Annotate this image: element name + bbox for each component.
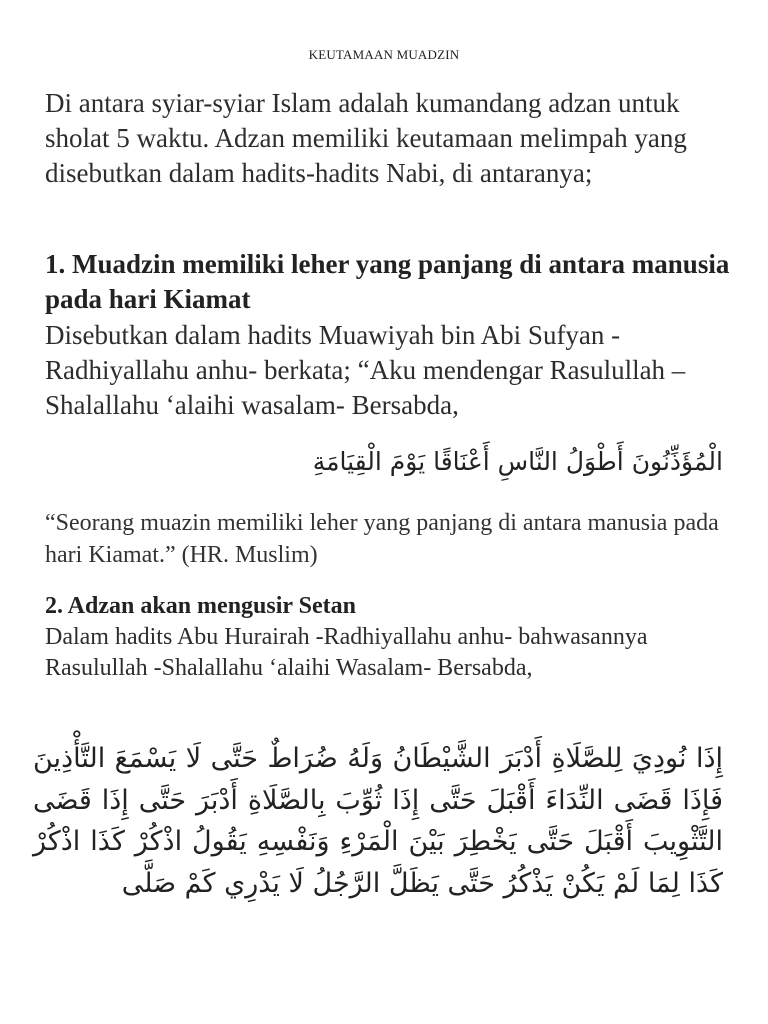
section-1-text: Disebutkan dalam hadits Muawiyah bin Abi Sufyan - Radhiyallahu anhu- berkata; “Aku mendengar Rasulullah – Shalallahu ‘alaihi wasalam- Bersabda, (45, 320, 686, 420)
section-1-arabic-hadith: الْمُؤَذِّنُونَ أَطْوَلُ النَّاسِ أَعْنَاقًا يَوْمَ الْقِيَامَةِ (312, 447, 723, 476)
section-2-heading: 2. Adzan akan mengusir Setan (45, 593, 356, 619)
section-2-text: Dalam hadits Abu Hurairah -Radhiyallahu anhu- bahwasannya Rasulullah -Shalallahu ‘alaihi Wasalam- Bersabda, (45, 624, 648, 681)
document-title: KEUTAMAAN MUADZIN (308, 47, 460, 62)
intro-paragraph: Di antara syiar-syiar Islam adalah kumandang adzan untuk sholat 5 waktu. Adzan memiliki keutamaan melimpah yang disebutkan dalam hadits-hadits Nabi, di antaranya; (45, 88, 687, 188)
section-1-translation: “Seorang muazin memiliki leher yang panjang di antara manusia pada hari Kiamat.” (HR. Muslim) (45, 510, 719, 568)
section-1-heading: 1. Muadzin memiliki leher yang panjang di antara manusia pada hari Kiamat (45, 249, 730, 314)
section-2-arabic-hadith: إِذَا نُودِيَ لِلصَّلَاةِ أَدْبَرَ الشَّيْطَانُ وَلَهُ ضُرَاطٌ حَتَّى لَا يَسْمَعَ التَّأْذِينَ فَإِذَا قَضَى النِّدَاءَ أَقْبَلَ حَتَّى إِذَا ثُوِّبَ بِالصَّلَاةِ أَدْبَرَ حَتَّى إِذَا قَضَى التَّثْوِيبَ أَقْبَلَ حَتَّى يَخْطِرَ بَيْنَ الْمَرْءِ وَنَفْسِهِ يَقُولُ اذْكُرْ كَذَا اذْكُرْ كَذَا لِمَا لَمْ يَكُنْ يَذْكُرُ حَتَّى يَظَلَّ الرَّجُلُ لَا يَدْرِي كَمْ صَلَّى (33, 743, 723, 899)
